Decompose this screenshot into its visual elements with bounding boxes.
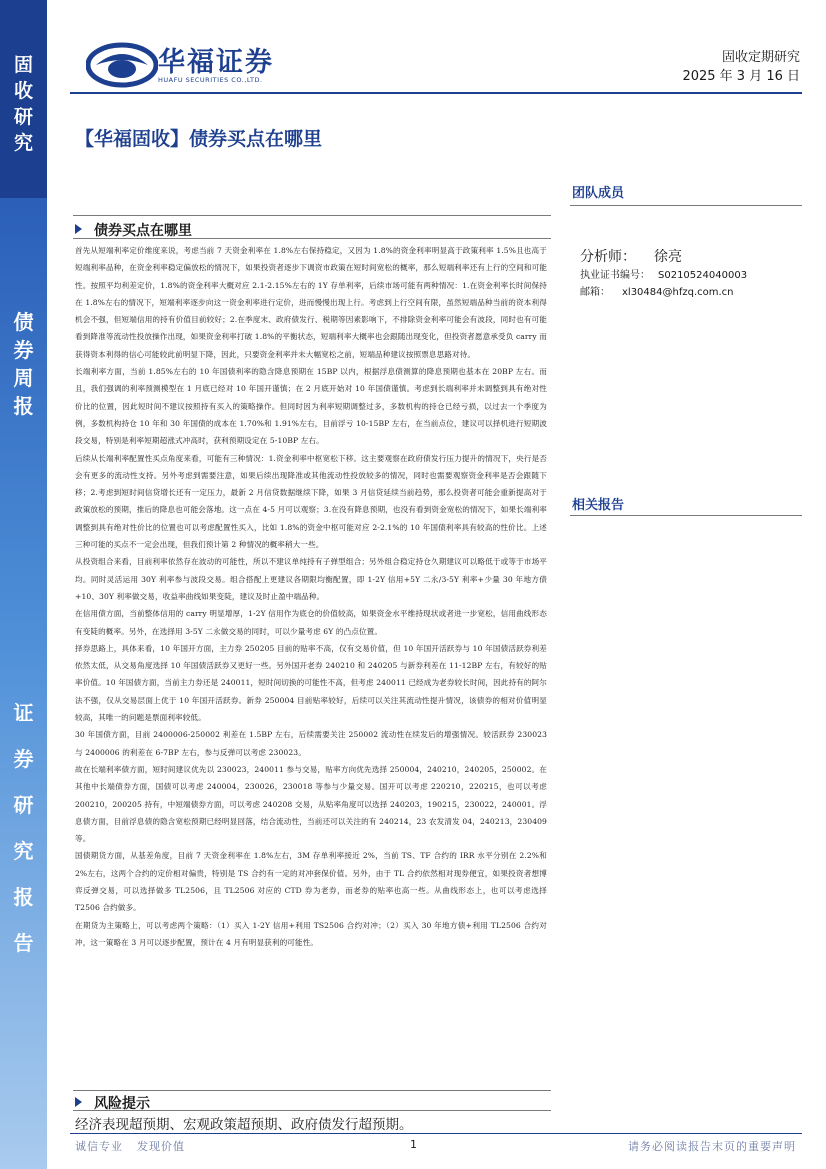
- team-heading: 团队成员: [572, 186, 625, 201]
- analyst-name: 徐亮: [654, 249, 682, 265]
- brand-name: 华福证券: [158, 47, 274, 78]
- sidebar-label-weekly: 债 券 周 报: [13, 310, 34, 418]
- page-title: 【华福固收】债券买点在哪里: [75, 128, 323, 150]
- section-rule-bottom: [73, 238, 551, 239]
- cert-value: S0210524040003: [658, 270, 748, 281]
- paragraph: 在信用债方面，当前整体信用的 carry 明显增厚，1-2Y 信用作为底仓的价值较高，如果资金水平维持现状或者进一步宽松，信用曲线形态有变陡的概率。另外，在选择用 3-5Y 二永做交易的同时，可以少量考虑 6Y 的凸点位置。: [75, 609, 547, 636]
- report-body: [75, 242, 547, 951]
- section-rule-top: [73, 215, 551, 216]
- section-heading-risk: 风险提示: [75, 1093, 551, 1113]
- analyst-line: [580, 246, 682, 266]
- page-number: 1: [410, 1138, 417, 1151]
- paragraph: 从投资组合来看，目前利率依然存在波动的可能性，所以不建议单纯持有子弹型组合；另外组合稳定持仓久期建议可以略低于或等于市场平均。同时灵活运用 30Y 利率参与波段交易。组合搭配上更建议各期限均衡配置，即 1-2Y 信用+5Y 二永/3-5Y 利率+少量 30 年地方债+10、30Y 利率做交易，收益率曲线如果变陡，建议及时止盈中端品种。: [75, 557, 547, 601]
- related-rule: [570, 515, 802, 516]
- sidebar-label-report: 证 券 研 究 报 告: [13, 701, 34, 955]
- paragraph: 故在长端利率债方面，短时间建议优先以 230023，240011 参与交易，贴率方向优先选择 250004，240210，240205，250002。在其他中长端债券方面，国债可以考虑 240004，230026，230018 等参与少量交易。国开可以考虑 220210，220215，也可以考虑 200210，200205 持有，中短端债券方面，可以考虑 240208 交易，从贴率角度可以选择 240203，190215，230022，240001。浮息债方面，目前浮息债的隐含宽松预期已经明显回落，结合流动性，当前还可以关注的有 240214，23 农发清发 04，240213，230409 等。: [75, 764, 547, 844]
- paragraph: 在期货为主策略上，可以考虑两个策略：（1）买入 1-2Y 信用+利用 TS2506 合约对冲；（2）买入 30 年地方债+利用 TL2506 合约对冲，这一策略在 3 月可以逐步配置，预计在 4 月有明显获利的可能性。: [75, 920, 547, 947]
- triangle-bullet-icon: [75, 1097, 82, 1107]
- related-reports-heading: 相关报告: [572, 498, 625, 513]
- risk-rule-bottom: [73, 1110, 551, 1111]
- footer-disclaimer: 请务必阅读报告末页的重要声明: [628, 1140, 796, 1153]
- paragraph: 30 年国债方面，目前 2400006-250002 利差在 1.5BP 左右，后续需要关注 250002 流动性在续发后的增强情况。较活跃券 230023 与 2400006 的利差在 6-7BP 左右，参与反弹可以考虑 230023。: [75, 730, 547, 757]
- report-category: 固收定期研究: [721, 50, 800, 65]
- paragraph: 后续从长端利率配置性买点角度来看，可能有三种情况：1.资金利率中枢宽松下移。这主要观察在政府债发行压力提升的情况下，央行是否会有更多的流动性支持。另外考虑到需要注意，如果后续出现降准或其他流动性投放较多的情况，同时也需要观察资金利率是否会跟随下移；2.考虑到短时间信贷增长还有一定压力，最新 2 月信贷数据继续下降，如果 3 月信贷延续当前趋势，那么投资者可能会重新提高对于政策放松的预期，推后的降息也可能会落地。这一点在 4-5 月可以观察；3.在没有降息预期，也没有看到资金宽松的情况下，如果长端利率调整到具有绝对性价比的位置也可以考虑配置性买入，比如 1.8%的资金中枢可能对应 2-2.1%的 10 年国债利率具有较高的性价比。上述三种可能的买点不一定会出现，但我们预计第 2 种情况的概率稍大一些。: [75, 453, 547, 550]
- report-date: 2025 年 3 月 16 日: [682, 69, 800, 84]
- header-divider: [70, 92, 802, 94]
- paragraph: 国债期货方面，从基差角度，目前 7 天资金利率在 1.8%左右，3M 存单利率接近 2%，当前 TS、TF 合约的 IRR 水平分别在 2.2%和 2%左右，这两个合约的定价相对偏贵，特别是 TS 合约有一定的对冲套保价值。另外，由于 TL 合约依然相对现券便宜，如果投资者想博弈反弹交易，可以选择做多 TL2506，且 TL2506 对应的 CTD 券为老券，而老券的贴率也高一些。从曲线形态上，也可以考虑选择 T2506 合约做多。: [75, 851, 547, 913]
- risk-text: 经济表现超预期、宏观政策超预期、政府债发行超预期。: [75, 1117, 413, 1133]
- paragraph: 择券思路上，具体来看，10 年国开方面，主力券 250205 目前的贴率不高，仅有交易价值，但 10 年国开活跃券与 10 年国债活跃券利差依然太低，从交易角度选择 10 年国债活跃券又更好一些。另外国开老券 240210 和 240205 与新券利差在 11-12BP 左右，有较好的贴率价值。10 年国债方面，当前主力券还是 240011，短时间切换的可能性不高，但考虑 240011 已经成为老券较长时间，因此持有的阿尔法不强，仅从交易层面上优于 10 年国开活跃券。新券 250004 目前贴率较好，后续可以关注其流动性提升情况，该债券的相对价值明显较高，其唯一的问题是票面利率较低。: [75, 643, 547, 723]
- triangle-bullet-icon: [75, 224, 82, 234]
- section-heading-main: 债券买点在哪里: [75, 220, 551, 240]
- footer-divider: [70, 1133, 802, 1134]
- sidebar-label-research: 固 收 研 究: [13, 54, 33, 154]
- huafu-swirl-logo-icon: [86, 41, 158, 89]
- email-label: 邮箱：: [580, 287, 610, 298]
- email-link[interactable]: xl30484@hfzq.com.cn: [622, 287, 734, 298]
- left-sidebar: [0, 0, 47, 1169]
- cert-label: 执业证书编号：: [580, 270, 650, 281]
- team-rule: [570, 205, 802, 206]
- footer-slogan: 诚信专业 发现价值: [75, 1140, 185, 1153]
- brand-subtitle: HUAFU SECURITIES CO.,LTD.: [158, 76, 263, 84]
- analyst-label: 分析师：: [580, 249, 636, 265]
- paragraph: 首先从短端利率定价维度来说，考虑当前 7 天资金利率在 1.8%左右保持稳定，又因为 1.8%的资金利率明显高于政策利率 1.5%且也高于短端利率品种，在资金利率稳定偏放松的情况下，如果投资者逐步下调资市政策在短时间宽松的概率，那么短端利率还有上行的空间和可能性。按照平均利差定价，1.8%的资金利率大概对应 2.1-2.15%左右的 1Y 存单利率，后续市场可能有两种情况：1.在资金利率长时间保持在 1.8%左右的情况下，短端利率逐步向这一资金利率进行定价，进而慢慢出现上行。考虑到上行空间有限，虽然短端品种当前的资本利得机会不强，但短端信用的持有价值目前较好；2.在季度末、政府债发行、税期等因素影响下，不排除资金利率可能会有波段，同时也有可能看到降准等流动性投放操作出现，如果资金利率打破 1.8%的平衡状态，短端利率大概率也会跟随出现变化，但投资者愿意承受负 carry 而获得资本利得的信心可能较此前明显下降，因此，只要资金利率并未大幅宽松之前，短端品种建议按照票息思路对待。: [75, 246, 547, 359]
- email-line: [580, 283, 734, 298]
- cert-line: [580, 266, 747, 281]
- paragraph: 长端利率方面，当前 1.85%左右的 10 年国债利率的隐含降息预期在 15BP 以内，根据浮息债测算的降息预期也基本在 20BP 左右。而且，我们强调的利率预测模型在 1 月底已经对 10 年国开谨慎；在 2 月底开始对 10 年国债谨慎。考虑到长端利率并未调整到具有绝对性价比的位置，因此短时间不建议按照持有买入的策略操作。但同时因为利率短期调整过多，多数机构的持仓已经亏损，以过去一个季度为例，多数机构持仓 10 年和 30 年国债的成本在 1.70%和 1.91%左右，目前浮亏 10-15BP 左右，在当前点位，建议可以择机进行短期波段交易，特别是利率短期超涨式冲高时，获利预期设定在 5-10BP 左右。: [75, 367, 547, 446]
- header-meta: [682, 48, 800, 86]
- risk-rule-top: [73, 1090, 551, 1091]
